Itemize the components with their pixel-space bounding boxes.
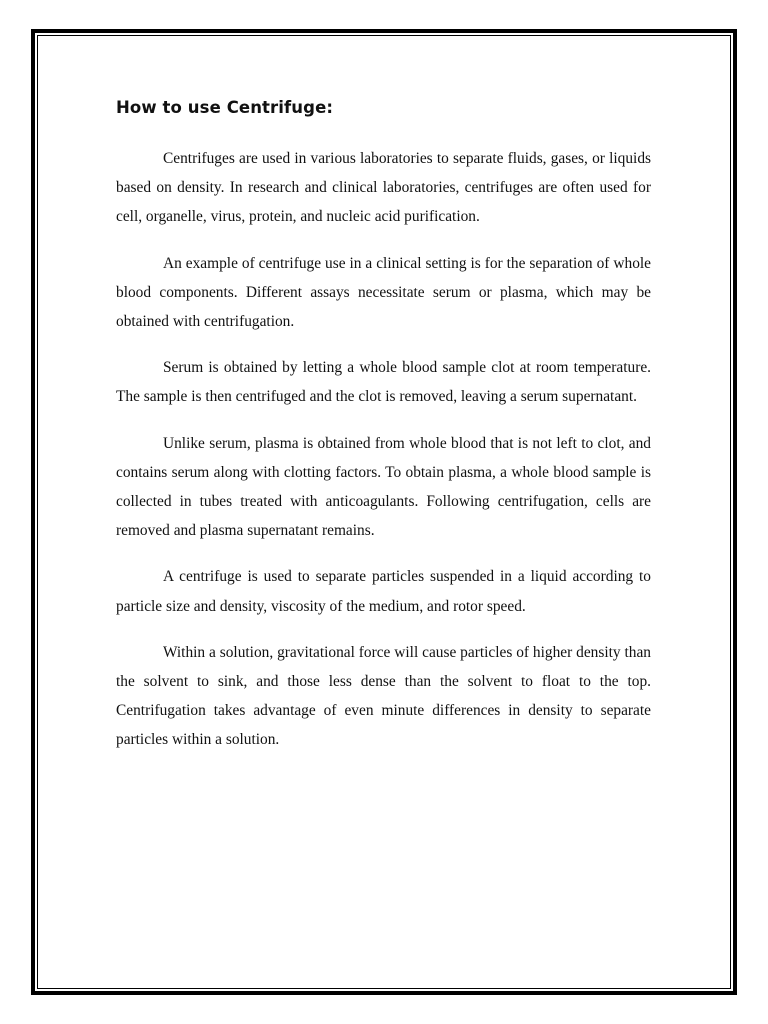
paragraph: A centrifuge is used to separate particles suspended in a liquid according to particle size and density, viscosity of the medium, and rotor speed. xyxy=(116,568,651,615)
paragraph: Unlike serum, plasma is obtained from whole blood that is not left to clot, and contains serum along with clotting factors. To obtain plasma, a whole blood sample is collected in tubes treated with anticoagulants. Following centrifugation, cells are removed and plasma supernatant remains. xyxy=(116,434,651,540)
paragraph: Within a solution, gravitational force will cause particles of higher density than the solvent to sink, and those less dense than the solvent to float to the top. Centrifugation takes advantage of even minute differences in density to separate particles within a solution. xyxy=(116,643,651,749)
paragraph: An example of centrifuge use in a clinical setting is for the separation of whole blood components. Different assays necessitate serum or plasma, which may be obtained with centrifugation. xyxy=(116,254,651,331)
document-body xyxy=(116,98,651,772)
paragraph: Serum is obtained by letting a whole blood sample clot at room temperature. The sample is then centrifuged and the clot is removed, leaving a serum supernatant. xyxy=(116,359,651,406)
document-heading: How to use Centrifuge: xyxy=(116,98,334,117)
paragraph: Centrifuges are used in various laboratories to separate fluids, gases, or liquids based on density. In research and clinical laboratories, centrifuges are often used for cell, organelle, virus, protein, and nucleic acid purification. xyxy=(116,150,651,226)
